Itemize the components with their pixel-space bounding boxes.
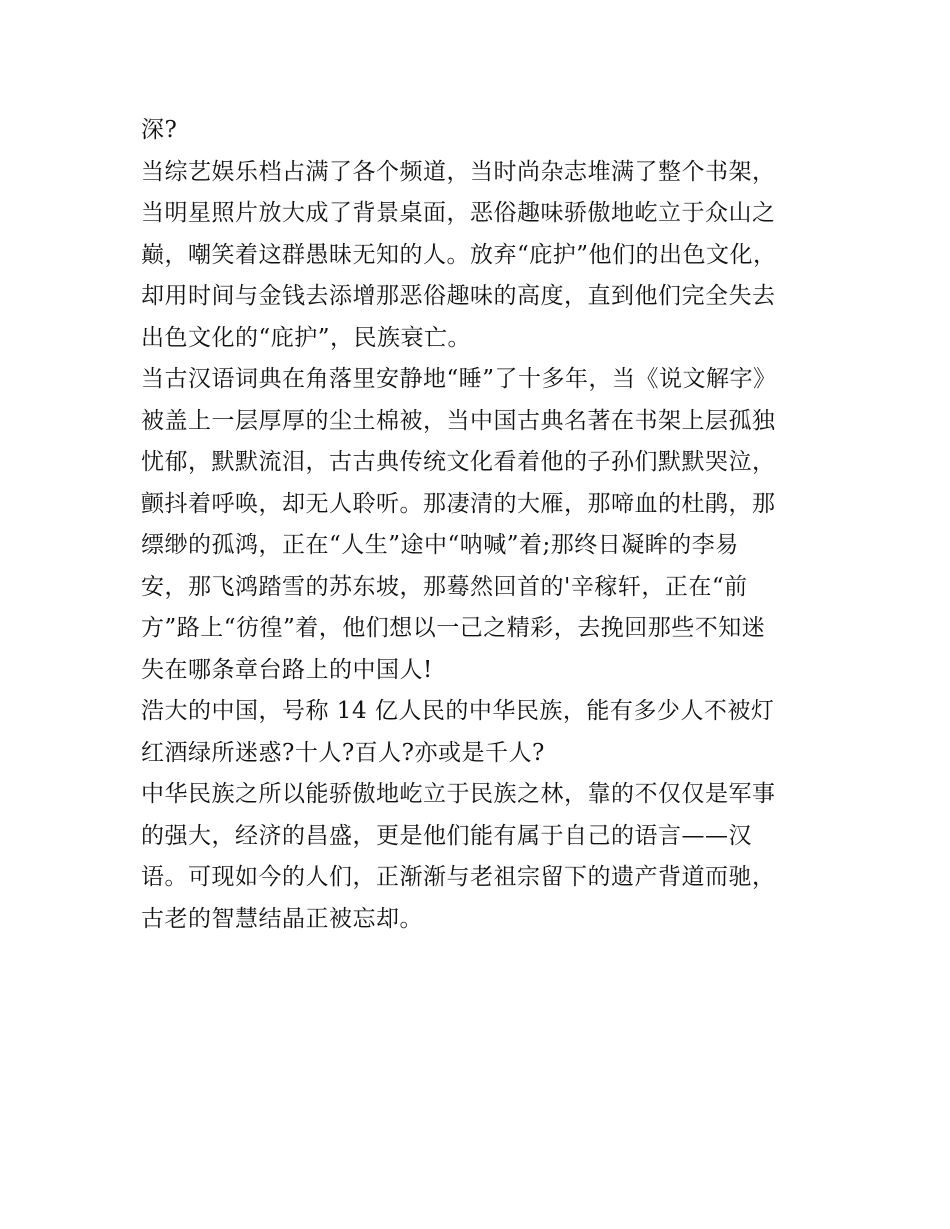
text-line: 被盖上一层厚厚的尘土棉被，当中国古典名著在书架上层孤独	[141, 407, 776, 434]
text-line: 当古汉语词典在角落里安静地“睡”了十多年，当《说文解字》	[141, 366, 777, 392]
text-line: 中华民族之所以能骄傲地屹立于民族之林，靠的不仅仅是军事	[141, 781, 776, 807]
text-line: 颤抖着呼唤，却无人聆听。那凄清的大雁，那啼血的杜鹃，那	[141, 490, 776, 517]
text-line: 忧郁，默默流泪，古古典传统文化看着他的子孙们默默哭泣，	[141, 449, 776, 475]
text-line: 古老的智慧结晶正被忘却。	[141, 905, 423, 932]
text-line: 安，那飞鸿踏雪的苏东坡，那蓦然回首的'辛稼轩，正在“前	[141, 573, 748, 600]
text-line: 当综艺娱乐档占满了各个频道，当时尚杂志堆满了整个书架，	[141, 158, 776, 185]
text-line: 失在哪条章台路上的中国人!	[141, 656, 433, 683]
text-line: 缥缈的孤鸿，正在“人生”途中“呐喊”着;那终日凝眸的李易	[141, 532, 739, 558]
text-line: 当明星照片放大成了背景桌面，恶俗趣味骄傲地屹立于众山之	[141, 200, 776, 226]
text-line: 却用时间与金钱去添增那恶俗趣味的高度，直到他们完全失去	[141, 283, 776, 309]
body-text	[141, 110, 821, 940]
text-line: 红酒绿所迷惑?十人?百人?亦或是千人?	[141, 739, 545, 766]
text-line: 方”路上“彷徨”着，他们想以一己之精彩，去挽回那些不知迷	[141, 615, 766, 641]
text-line: 出色文化的“庇护”，民族衰亡。	[141, 324, 472, 351]
text-line: 巅，嘲笑着这群愚昧无知的人。放弃“庇护”他们的出色文化，	[141, 241, 777, 268]
text-line: 浩大的中国，号称 14 亿人民的中华民族，能有多少人不被灯	[141, 698, 775, 724]
text-line: 的强大，经济的昌盛，更是他们能有属于自己的语言——汉	[141, 822, 752, 849]
text-line: 深?	[141, 117, 178, 143]
text-line: 语。可现如今的人们，正渐渐与老祖宗留下的遗产背道而驰，	[141, 864, 776, 890]
